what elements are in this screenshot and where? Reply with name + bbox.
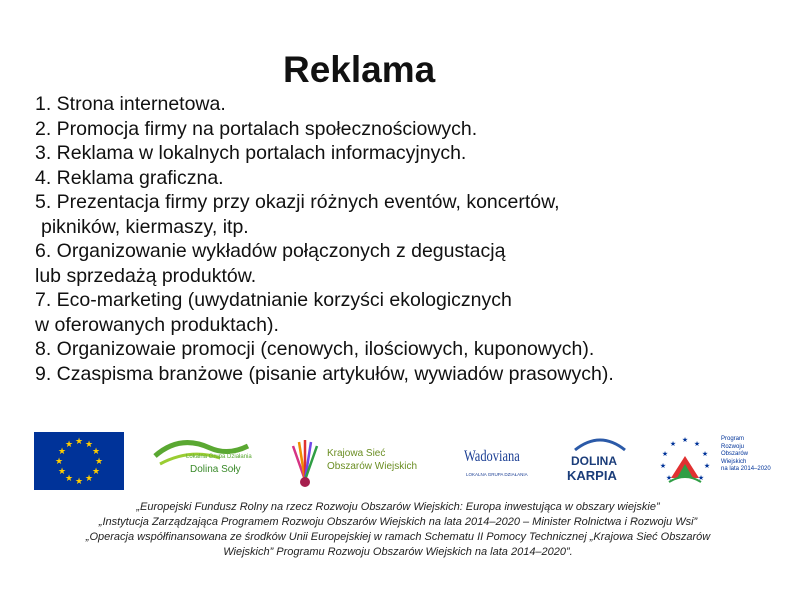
prow-line2: Rozwoju xyxy=(721,443,745,450)
ksow-line2: Obszarów Wiejskich xyxy=(327,461,418,472)
svg-text:★: ★ xyxy=(665,474,673,482)
flower-icon xyxy=(285,432,325,490)
svg-text:★: ★ xyxy=(54,457,64,467)
eu-flag-logo xyxy=(34,432,124,490)
dolina-soly-line2: Dolina Soły xyxy=(190,464,241,475)
prow-line5: na lata 2014–2020 xyxy=(721,466,771,472)
list-item: 7. Eco-marketing (uwydatnianie korzyści ekologicznych xyxy=(35,289,512,311)
svg-text:★: ★ xyxy=(701,450,709,458)
prow-emblem-icon xyxy=(655,432,715,490)
list-item: 8. Organizowaie promocji (cenowych, ilościowych, kuponowych). xyxy=(35,338,595,360)
footer-line: „Instytucja Zarządzająca Programem Rozwoju Obszarów Wiejskich na lata 2014–2020 – Minister Rolnictwa i Rozwoju Wsi” xyxy=(98,516,698,528)
prow-line3: Obszarów xyxy=(721,451,749,457)
ksow-line1: Krajowa Sieć xyxy=(327,448,386,459)
footer-line: „Operacja współfinansowana ze środków Unii Europejskiej w ramach Schematu II Pomocy Technicznej „Krajowa Sieć Obszarów xyxy=(85,531,711,543)
advertising-list xyxy=(35,92,785,386)
wadoviana-logo xyxy=(462,432,527,490)
svg-text:★: ★ xyxy=(693,440,701,448)
svg-text:★: ★ xyxy=(659,462,667,470)
list-item: 4. Reklama graficzna. xyxy=(35,166,224,189)
footer-line: Wiejskich” Programu Rozwoju Obszarów Wiejskich na lata 2014–2020”. xyxy=(223,546,573,558)
page-title: Reklama xyxy=(283,49,436,90)
list-item: 9. Czaspisma branżowe (pisanie artykułów, wywiadów prasowych). xyxy=(35,362,614,385)
prow-line1: Program xyxy=(721,436,745,442)
ksow-logo xyxy=(285,432,435,490)
svg-text:★: ★ xyxy=(64,474,74,484)
dolina-karpia-logo xyxy=(565,432,635,490)
dolina-karpia-line1: DOLINA xyxy=(571,454,617,468)
svg-text:★: ★ xyxy=(697,474,705,482)
list-item: 3. Reklama w lokalnych portalach informacyjnych. xyxy=(35,142,467,164)
svg-text:★: ★ xyxy=(91,467,101,477)
list-item-continuation: pikników, kiermaszy, itp. xyxy=(41,215,249,238)
funding-footer xyxy=(18,500,778,560)
svg-text:★: ★ xyxy=(57,467,67,477)
wadoviana-name: Wadoviana xyxy=(464,448,520,465)
fish-icon xyxy=(565,432,635,454)
list-item-continuation: lub sprzedażą produktów. xyxy=(35,264,257,287)
dolina-karpia-line2: KARPIA xyxy=(567,468,617,483)
svg-text:★: ★ xyxy=(74,437,84,447)
svg-text:★: ★ xyxy=(703,462,711,470)
list-item: 2. Promocja firmy na portalach społecznościowych. xyxy=(35,117,478,140)
svg-text:★: ★ xyxy=(91,447,101,457)
svg-text:★: ★ xyxy=(64,440,74,450)
prow-text xyxy=(721,436,771,474)
svg-text:★: ★ xyxy=(681,436,689,444)
svg-text:★: ★ xyxy=(74,477,84,487)
wadoviana-sub: LOKALNA GRUPA DZIAŁANIA xyxy=(466,472,528,477)
svg-text:★: ★ xyxy=(84,440,94,450)
list-item: 5. Prezentacja firmy przy okazji różnych eventów, koncertów, xyxy=(35,191,560,213)
logo-strip xyxy=(30,432,790,492)
svg-text:★: ★ xyxy=(669,440,677,448)
svg-text:★: ★ xyxy=(57,447,67,457)
footer-line: „Europejski Fundusz Rolny na rzecz Rozwoju Obszarów Wiejskich: Europa inwestująca w obszary wiejskie” xyxy=(136,501,660,513)
list-item-continuation: w oferowanych produktach). xyxy=(35,313,279,336)
list-item: 6. Organizowanie wykładów połączonych z degustacją xyxy=(35,240,506,262)
svg-text:★: ★ xyxy=(661,450,669,458)
svg-text:★: ★ xyxy=(84,474,94,484)
list-item: 1. Strona internetowa. xyxy=(35,93,226,115)
svg-text:★: ★ xyxy=(94,457,104,467)
prow-line4: Wiejskich xyxy=(721,458,747,465)
prow-logo xyxy=(655,432,790,490)
dolina-soly-logo xyxy=(150,432,255,490)
dolina-soly-line1: Lokalna Grupa Działania xyxy=(186,454,252,460)
